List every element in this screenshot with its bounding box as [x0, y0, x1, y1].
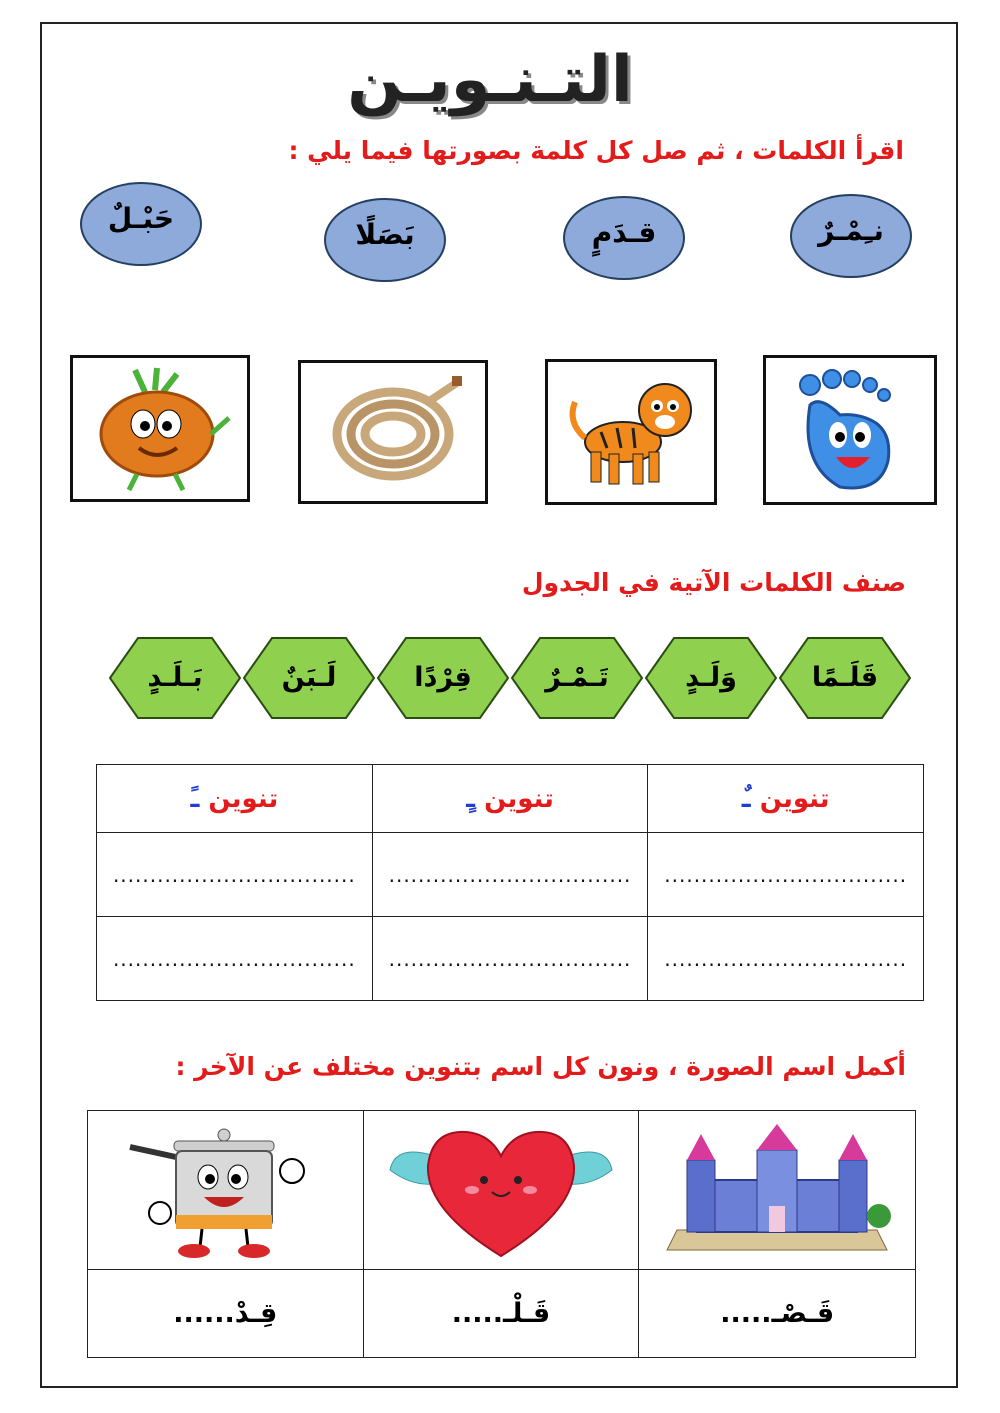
onion-icon: [85, 364, 235, 494]
table-header-1: تنوين ـٌ: [648, 765, 924, 833]
table-header-3: تنوين ـً: [97, 765, 373, 833]
answer-blank[interactable]: .................................: [372, 917, 648, 1001]
word-hex-5[interactable]: [242, 636, 376, 720]
word-hex-6-label: بَـلَـدٍ: [147, 662, 203, 693]
word-oval-3[interactable]: بَصَلًا: [324, 198, 446, 282]
table-header-2: تنوين ـٍ: [372, 765, 648, 833]
word-hex-6[interactable]: [108, 636, 242, 720]
answer-blank[interactable]: .................................: [372, 833, 648, 917]
tanween-damm-mark: ـٌ: [741, 783, 751, 814]
word-oval-2[interactable]: قـدَمٍ: [563, 196, 685, 280]
picture-foot[interactable]: [763, 355, 937, 505]
instruction-classify: صنف الكلمات الآتية في الجدول: [521, 568, 906, 597]
word-hex-1[interactable]: [778, 636, 912, 720]
picture-rope[interactable]: [298, 360, 488, 504]
word-hex-3-label: تَـمْـرٌ: [545, 662, 609, 693]
word-hex-4[interactable]: [376, 636, 510, 720]
castle-icon: [657, 1120, 897, 1260]
picture-cell-heart: [363, 1111, 639, 1270]
word-hex-2[interactable]: [644, 636, 778, 720]
instruction-complete: أكمل اسم الصورة ، ونون كل اسم بتنوين مختلف عن الآخر :: [175, 1052, 906, 1081]
tanween-kasr-mark: ـٍ: [466, 783, 475, 814]
tiger-icon: [561, 372, 701, 492]
word-oval-1[interactable]: نـِمْـرٌ: [790, 194, 912, 278]
incomplete-word-pot[interactable]: قِـدْ......: [88, 1270, 364, 1358]
classification-table: [96, 764, 924, 1001]
picture-onion[interactable]: [70, 355, 250, 502]
word-hex-3[interactable]: [510, 636, 644, 720]
page-title: التـنـويـن: [347, 43, 633, 117]
answer-blank[interactable]: .................................: [648, 917, 924, 1001]
picture-tiger[interactable]: [545, 359, 717, 505]
tanween-fath-mark: ـً: [190, 783, 200, 814]
word-hex-4-label: قِرْدًا: [414, 662, 472, 693]
word-oval-4[interactable]: حَبْـلٌ: [80, 182, 202, 266]
answer-blank[interactable]: .................................: [97, 917, 373, 1001]
incomplete-word-castle[interactable]: قَـصْـ.....: [639, 1270, 916, 1358]
word-hexagons: [108, 636, 916, 720]
rope-icon: [318, 372, 468, 492]
pot-icon: [120, 1117, 330, 1263]
word-hex-5-label: لَـبَنٌ: [281, 662, 337, 693]
incomplete-word-heart[interactable]: قَـلْـ.....: [363, 1270, 639, 1358]
complete-name-table: [87, 1110, 916, 1358]
answer-blank[interactable]: .................................: [648, 833, 924, 917]
instruction-match: اقرأ الكلمات ، ثم صل كل كلمة بصورتها فيما يلي :: [288, 136, 904, 165]
picture-cell-castle: [639, 1111, 916, 1270]
foot-icon: [780, 365, 920, 495]
word-hex-2-label: وَلَـدٍ: [685, 662, 737, 693]
answer-blank[interactable]: .................................: [97, 833, 373, 917]
picture-cell-pot: [88, 1111, 364, 1270]
heart-icon: [386, 1120, 616, 1260]
word-hex-1-label: قَلَـمًا: [811, 662, 879, 693]
